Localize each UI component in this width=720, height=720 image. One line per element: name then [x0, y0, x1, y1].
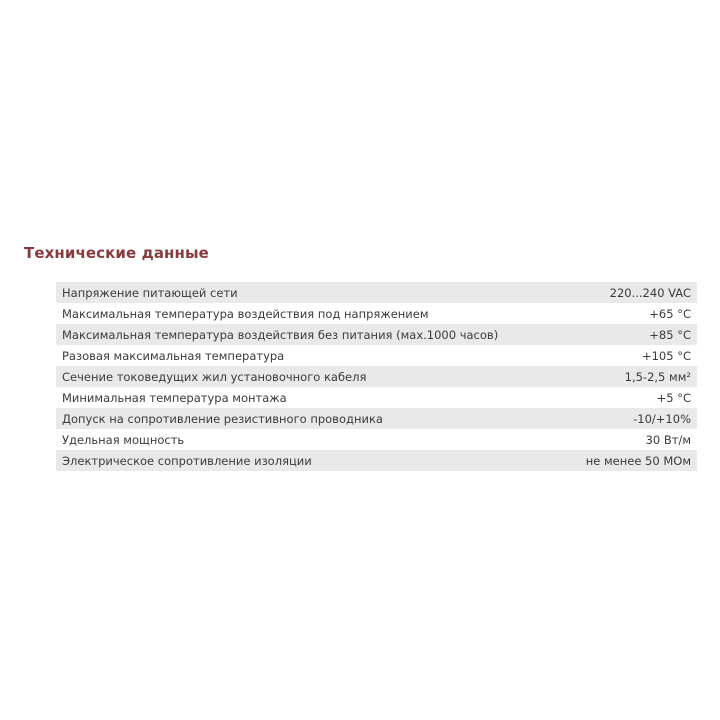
spec-label: Электрическое сопротивление изоляции	[62, 453, 312, 468]
spec-row-supply-voltage	[56, 282, 697, 303]
spec-value: не менее 50 МОм	[585, 453, 691, 468]
spec-label: Напряжение питающей сети	[62, 285, 238, 300]
spec-label: Допуск на сопротивление резистивного проводника	[62, 411, 383, 426]
spec-row-insulation-resistance	[56, 450, 697, 471]
spec-row-one-time-max-temp	[56, 345, 697, 366]
spec-label: Сечение токоведущих жил установочного кабеля	[62, 369, 367, 384]
section-title: Технические данные	[24, 244, 209, 262]
spec-value: +105 °C	[641, 348, 691, 363]
spec-label: Разовая максимальная температура	[62, 348, 285, 363]
spec-row-resistance-tolerance	[56, 408, 697, 429]
spec-value: +85 °C	[649, 327, 691, 342]
spec-value: 220...240 VAC	[609, 285, 691, 300]
spec-label: Максимальная температура воздействия под напряжением	[62, 306, 429, 321]
spec-row-min-install-temp	[56, 387, 697, 408]
spec-value: 30 Вт/м	[645, 432, 691, 447]
spec-row-max-temp-unpowered	[56, 324, 697, 345]
spec-value: +5 °C	[656, 390, 691, 405]
spec-row-specific-power	[56, 429, 697, 450]
spec-table	[56, 282, 697, 471]
spec-label: Удельная мощность	[62, 432, 185, 447]
spec-value: -10/+10%	[633, 411, 691, 426]
spec-value: +65 °C	[649, 306, 691, 321]
spec-label: Минимальная температура монтажа	[62, 390, 287, 405]
spec-row-max-temp-powered	[56, 303, 697, 324]
spec-label: Максимальная температура воздействия без питания (мах.1000 часов)	[62, 327, 499, 342]
spec-row-cable-cross-section	[56, 366, 697, 387]
spec-value: 1,5-2,5 мм²	[624, 369, 691, 384]
